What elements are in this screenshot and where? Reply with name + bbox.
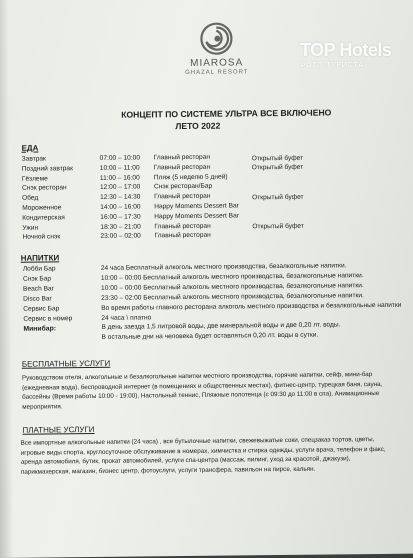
drink-description: 10:00 – 00:00 Бесплатный алкоголь местного производства, безалкогольные напитки. — [100, 272, 364, 282]
watermark-main: TOP Hotels — [300, 40, 392, 60]
food-time: 10:00 – 11:00 — [99, 164, 140, 172]
food-time: 23:00 – 02:00 — [100, 232, 141, 241]
food-note: Открытый буфет — [251, 164, 304, 172]
food-place: Главный ресторан — [154, 232, 211, 240]
watermark-sub: ФОТО ТУРИСТА — [300, 62, 364, 69]
drinks-heading: НАПИТКИ — [20, 253, 60, 263]
food-note: Открытый буфет — [252, 193, 304, 201]
drink-venue: Снэк Бар — [22, 275, 52, 283]
food-name: Кондитерская — [22, 214, 65, 222]
paid-services-heading: ПЛАТНЫЕ УСЛУГИ — [22, 424, 95, 435]
drink-venue: Лобби Бар — [22, 265, 56, 273]
page-subtitle: ЛЕТО 2022 — [175, 120, 221, 132]
minibar-line-1: В день заезда 1,5 литровой воды, две минеральной воды и две 0,20 лт. воды. — [101, 321, 341, 331]
food-time: 16:00 – 17:30 — [100, 213, 141, 221]
drink-description: 24 часа Бесплатный алкоголь местного производства, безалкогольные напитки. — [100, 262, 347, 272]
food-place: Главный ресторан — [154, 192, 211, 201]
food-time: 12:30 – 14:30 — [100, 193, 141, 202]
brand-name: MIAROSA — [190, 57, 244, 69]
food-note: Открытый буфет — [251, 154, 304, 162]
food-name: Ночной снэк — [22, 233, 61, 242]
food-name: Поздний завтрак — [21, 164, 73, 173]
food-place: Снэк ресторан/Бар — [153, 183, 213, 191]
drink-venue: Disco Bar — [23, 295, 52, 303]
food-name: Ужин — [22, 224, 39, 232]
food-place: Главный ресторан — [153, 153, 211, 162]
drink-venue: Beach Bar — [22, 285, 54, 293]
drink-description: Во время работы главного ресторана алкоголь местного производства и безалкогольные напитки — [101, 301, 402, 312]
food-place: Happy Moments Dessert Bar — [154, 212, 239, 221]
food-heading: ЕДА — [21, 143, 39, 153]
drink-description: 23:30 – 02:00 Бесплатный алкоголь местного производства, безалкогольные напитки. — [101, 292, 364, 302]
food-time: 07:00 – 10:00 — [99, 154, 141, 162]
food-time: 12:00 – 17:00 — [99, 183, 141, 192]
food-time: 18:30 – 21:00 — [100, 223, 141, 231]
page-shadow — [0, 0, 14, 558]
minibar-line-2: В остальные дни на человека будет оставляться 0,20 лт. воды в сутки. — [101, 331, 319, 341]
food-time: 11:00 – 16:00 — [99, 174, 140, 182]
food-name: Гёзлеме — [21, 175, 48, 183]
food-place: Главный ресторан — [153, 163, 211, 172]
free-services-heading: БЕСПЛАТНЫЕ УСЛУГИ — [21, 358, 111, 369]
drink-venue: Сервис Бар — [23, 305, 60, 313]
free-services-text: Руководством отеля, алкогольные и безалкогольные напитки местного производства, горячие напитки, сейф, мини-бар (ежедневная вода), беспроводной интернет (в помещениях и общественных местах), фитнес-центр, турецкая баня, сауна, бассейны (Время работы 10:00 - 19:00), Настольный теннис, Пляжные полотенца (с 09:30 до 11:00 в спа), Анимационные мероприятия. — [21, 371, 383, 411]
resort-logo-icon — [199, 21, 233, 55]
page-title: КОНЦЕПТ ПО СИСТЕМЕ УЛЬТРА ВСЕ ВКЛЮЧЕНО — [121, 107, 332, 120]
paid-services-text: Все импортные алкогольные напитки (24 часа) , все бутылочные напитки, свежевыжатые соки, спецзаказ тортов, цветы, игровые виды спорта, круглосуточное обслуживание в номерах, химчистка и стирка одежды, услуги врача, телефон и факс, аренда автомобиля, бутик, прокат автомобилей, услуги спа-центра (массаж, пилинг, уход за красотой, джакузи), парикмахерская, магазин, бизнес центр, фотоуслуги, услуги трансфера, павильон на пирсе, кальян. — [20, 436, 386, 476]
food-note: Открытый буфет — [252, 222, 304, 231]
food-place: Пляж (5 неделю 5 дней) — [153, 173, 228, 181]
food-name: Снэк ресторан — [21, 184, 67, 193]
food-name: Мороженное — [22, 204, 62, 212]
food-place: Главный ресторан — [154, 222, 211, 230]
food-time: 14:00 – 16:00 — [100, 203, 141, 211]
food-name: Завтрак — [21, 155, 46, 163]
drink-description: 24 часа \ платно — [101, 314, 152, 322]
tophotels-watermark — [300, 40, 391, 69]
brand-subtitle: GHAZAL RESORT — [185, 69, 249, 77]
food-place: Happy Moments Dessert Bar — [154, 202, 239, 211]
drink-description: 10:00 – 00:00 Бесплатный алкоголь местного производства, безалкогольные напитки. — [100, 282, 364, 292]
food-name: Обед — [22, 194, 39, 202]
drink-venue: Сервис в номер — [23, 315, 73, 323]
minibar-label: Минибар: — [23, 325, 57, 333]
